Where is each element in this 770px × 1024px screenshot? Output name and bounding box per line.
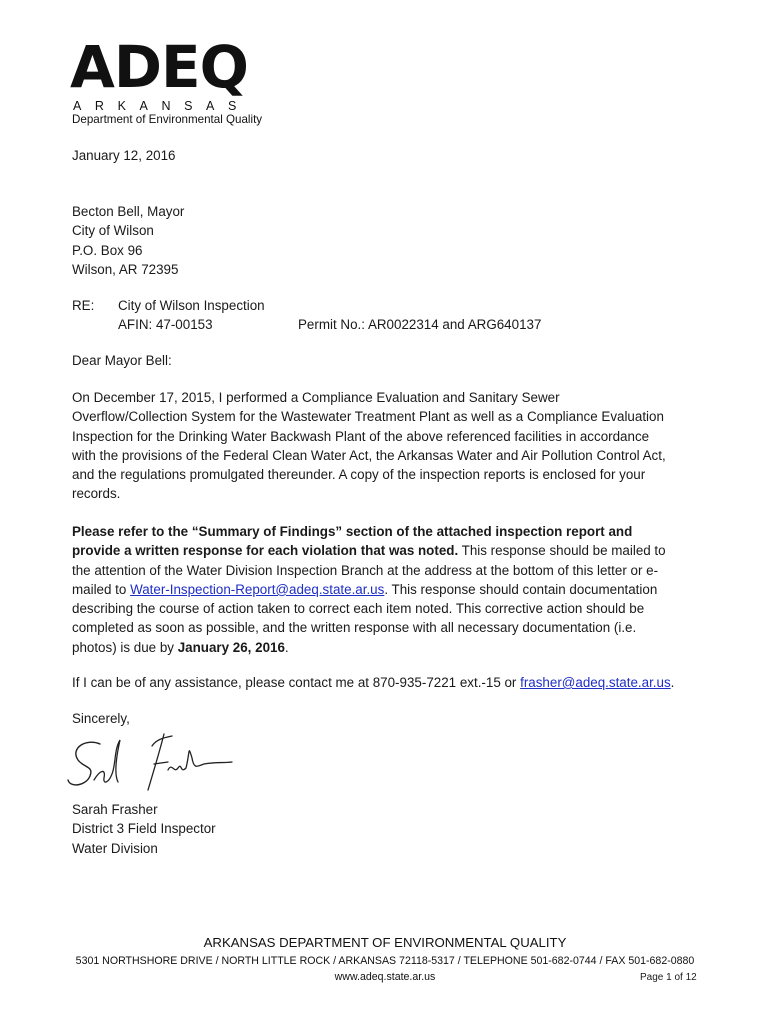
paragraph-line: and the regulations promulgated thereunder. A copy of the inspection reports is enclosed for your: [72, 467, 646, 483]
paragraph-line: describing the course of action taken to correct each item noted. This corrective action should be: [72, 601, 645, 617]
paragraph-line: with the provisions of the Federal Clean Water Act, the Arkansas Water and Air Pollution Control Act,: [72, 447, 666, 463]
bold-instruction: provide a written response for each violation that was noted.: [72, 543, 459, 559]
paragraph-line: [72, 580, 666, 599]
paragraph-line: [72, 638, 666, 657]
text-fragment: photos) is due by: [72, 639, 178, 655]
logo-department-name: Department of Environmental Quality: [72, 113, 263, 126]
recipient-po-box: P.O. Box 96: [72, 242, 143, 258]
signature-image: [64, 730, 234, 800]
paragraph-contact: [72, 673, 674, 692]
letter-date: January 12, 2016: [72, 148, 176, 163]
re-afin: AFIN: 47-00153: [118, 317, 213, 332]
recipient-city-state: Wilson, AR 72395: [72, 261, 179, 277]
due-date: January 26, 2016: [177, 639, 285, 655]
paragraph-line: Inspection for the Drinking Water Backwash Plant of the above referenced facilities in accordance: [72, 428, 650, 444]
recipient-address: [72, 202, 184, 279]
text-fragment: mailed to: [72, 581, 131, 597]
footer-website: www.adeq.state.ar.us: [334, 971, 436, 983]
recipient-name: Becton Bell, Mayor: [72, 204, 185, 219]
signer-block: [72, 800, 216, 858]
footer-address: 5301 NORTHSHORE DRIVE / NORTH LITTLE ROCK / ARKANSAS 72118-5317 / TELEPHONE 501-682-0744 / FAX 501-682-0880: [75, 955, 695, 967]
footer-organization: ARKANSAS DEPARTMENT OF ENVIRONMENTAL QUALITY: [203, 935, 567, 950]
text-fragment: . This response should contain documentation: [384, 581, 658, 597]
paragraph-line: [72, 541, 666, 560]
salutation: Dear Mayor Bell:: [72, 353, 172, 368]
text-fragment: .: [670, 675, 675, 690]
signer-name: Sarah Frasher: [72, 802, 158, 817]
paragraph-line: Please refer to the “Summary of Findings” section of the attached inspection report and: [72, 524, 633, 539]
inspection-report-email-link[interactable]: Water-Inspection-Report@adeq.state.ar.us: [130, 581, 385, 597]
inspector-email-link[interactable]: frasher@adeq.state.ar.us: [520, 675, 671, 690]
recipient-organization: City of Wilson: [72, 223, 154, 239]
signer-division: Water Division: [72, 840, 158, 856]
paragraph-inspection-summary: [72, 388, 666, 504]
paragraph-line: Overflow/Collection System for the Wastewater Treatment Plant as well as a Compliance Evaluation: [72, 409, 664, 425]
re-label: RE:: [72, 298, 95, 313]
page-number: Page 1 of 12: [640, 972, 697, 983]
re-subject: City of Wilson Inspection: [118, 298, 265, 313]
signer-title: District 3 Field Inspector: [72, 821, 216, 837]
adeq-logo: ADEQ: [70, 33, 248, 101]
paragraph-line: records.: [72, 486, 121, 502]
text-fragment: If I can be of any assistance, please contact me at 870-935-7221 ext.-15 or: [72, 675, 521, 690]
paragraph-line: On December 17, 2015, I performed a Compliance Evaluation and Sanitary Sewer: [72, 390, 560, 405]
re-permit-number: Permit No.: AR0022314 and ARG640137: [298, 317, 542, 332]
text-fragment: This response should be mailed to: [458, 543, 666, 559]
closing: Sincerely,: [72, 711, 130, 726]
paragraph-line: completed as soon as possible, and the written response with all necessary documentation (i.e.: [72, 620, 637, 636]
paragraph-response-request: [72, 522, 666, 657]
paragraph-line: the attention of the Water Division Inspection Branch at the address at the bottom of this letter or e-: [72, 562, 659, 578]
logo-state-name: ARKANSAS: [73, 99, 250, 113]
text-fragment: .: [284, 639, 289, 655]
